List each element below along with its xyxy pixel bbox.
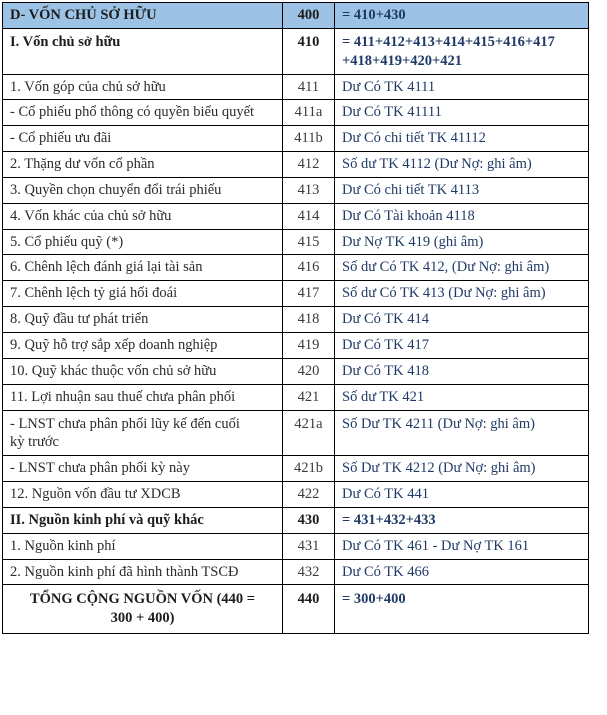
table-row <box>3 229 589 255</box>
row-label-cell <box>3 456 283 482</box>
table-row <box>3 482 589 508</box>
row-label-cell <box>3 177 283 203</box>
row-code-text: 419 <box>297 336 320 353</box>
row-source-cell <box>335 28 589 74</box>
row-code-text: 412 <box>297 156 320 173</box>
row-code-text: 410 <box>297 33 320 50</box>
row-source-text: Số dư Có TK 412, (Dư Nợ: ghi âm) <box>342 259 550 276</box>
row-label-cell <box>3 126 283 152</box>
row-source-text <box>335 29 588 74</box>
row-label-text: 4. Vốn khác của chủ sở hữu <box>10 207 172 224</box>
row-code-text: 421b <box>294 460 323 477</box>
table-row <box>3 74 589 100</box>
row-code-cell <box>283 507 335 533</box>
row-code-cell <box>283 482 335 508</box>
table-row <box>3 559 589 585</box>
row-label-cell <box>3 281 283 307</box>
row-code-cell <box>283 126 335 152</box>
row-label-text: 9. Quỹ hỗ trợ sắp xếp doanh nghiệp <box>10 336 218 353</box>
row-code-text: 422 <box>297 486 320 503</box>
row-label-cell <box>3 332 283 358</box>
row-source-cell <box>335 559 589 585</box>
row-source-cell <box>335 410 589 456</box>
row-code-cell <box>283 332 335 358</box>
row-source-text: Số dư TK 4112 (Dư Nợ: ghi âm) <box>342 156 532 173</box>
row-code-cell <box>283 203 335 229</box>
row-label-line-2: kỳ trước <box>10 434 59 451</box>
row-code-text: 421 <box>297 388 320 405</box>
row-label-text: - Cổ phiếu ưu đãi <box>10 130 112 147</box>
table-row <box>3 281 589 307</box>
row-code-text: 411a <box>294 104 323 121</box>
table-row <box>3 152 589 178</box>
table-row <box>3 126 589 152</box>
row-code-cell <box>283 28 335 74</box>
table-row <box>3 203 589 229</box>
row-label-text: 12. Nguồn vốn đầu tư XDCB <box>10 486 181 503</box>
row-code-text: 431 <box>297 537 320 554</box>
row-code-text: 411b <box>294 130 323 147</box>
table-row <box>3 332 589 358</box>
row-label-text: 8. Quỹ đầu tư phát triển <box>10 311 149 328</box>
row-code-text: 414 <box>297 207 320 224</box>
row-label-line-2: 300 + 400) <box>110 610 175 627</box>
row-code-cell <box>283 410 335 456</box>
row-source-cell <box>335 507 589 533</box>
row-label-text: 2. Nguồn kinh phí đã hình thành TSCĐ <box>10 563 239 580</box>
row-label-text: - LNST chưa phân phối kỳ này <box>10 460 190 477</box>
row-source-cell <box>335 203 589 229</box>
row-label-text: 6. Chênh lệch đánh giá lại tài sản <box>10 259 203 276</box>
row-label-text: 5. Cổ phiếu quỹ (*) <box>10 233 124 250</box>
row-source-line-1: = 411+412+413+414+415+416+417 <box>342 33 555 50</box>
row-label-cell <box>3 507 283 533</box>
row-code-cell <box>283 585 335 634</box>
row-source-cell <box>335 533 589 559</box>
row-code-text: 400 <box>297 7 320 23</box>
row-source-text: Dư Có TK 418 <box>342 362 429 379</box>
row-label-cell <box>3 410 283 456</box>
row-code-text: 440 <box>297 591 320 608</box>
table-row <box>3 358 589 384</box>
row-source-text: Dư Có TK 466 <box>342 563 429 580</box>
row-source-text: Số Dư TK 4212 (Dư Nợ: ghi âm) <box>342 460 536 477</box>
row-source-cell <box>335 229 589 255</box>
row-label-text <box>3 585 282 633</box>
table-row <box>3 410 589 456</box>
row-label-cell <box>3 28 283 74</box>
row-label-text: II. Nguồn kinh phí và quỹ khác <box>10 511 204 528</box>
row-code-cell <box>283 177 335 203</box>
row-label-text <box>3 411 282 456</box>
table-row <box>3 28 589 74</box>
row-code-text: 418 <box>297 311 320 328</box>
row-source-cell <box>335 456 589 482</box>
row-code-cell <box>283 3 335 29</box>
row-code-cell <box>283 229 335 255</box>
row-code-text: 417 <box>297 285 320 302</box>
row-source-text: = 410+430 <box>342 7 406 23</box>
row-code-cell <box>283 281 335 307</box>
row-label-text: 1. Nguồn kinh phí <box>10 537 116 554</box>
row-source-cell <box>335 384 589 410</box>
row-source-text: Dư Có chi tiết TK 41112 <box>342 130 486 147</box>
row-source-cell <box>335 74 589 100</box>
row-label-cell <box>3 358 283 384</box>
row-label-text: 11. Lợi nhuận sau thuế chưa phân phối <box>10 388 236 405</box>
table-row <box>3 585 589 634</box>
row-source-cell <box>335 255 589 281</box>
equity-source-table <box>2 2 589 634</box>
row-code-cell <box>283 456 335 482</box>
table-body <box>3 3 589 634</box>
row-label-text: 2. Thặng dư vốn cổ phần <box>10 156 155 173</box>
table-row <box>3 100 589 126</box>
row-code-cell <box>283 384 335 410</box>
row-source-text: = 300+400 <box>342 591 406 608</box>
row-label-cell <box>3 559 283 585</box>
row-source-line-2: +418+419+420+421 <box>342 52 463 69</box>
row-label-line-1: - LNST chưa phân phối lũy kế đến cuối <box>10 415 240 432</box>
row-source-cell <box>335 307 589 333</box>
row-source-text: Số Dư TK 4211 (Dư Nợ: ghi âm) <box>342 415 535 432</box>
table-row <box>3 533 589 559</box>
row-label-cell <box>3 152 283 178</box>
row-code-cell <box>283 533 335 559</box>
row-source-text: Dư Có TK 441 <box>342 486 429 503</box>
row-label-cell <box>3 307 283 333</box>
table-row <box>3 177 589 203</box>
row-label-cell <box>3 229 283 255</box>
row-label-text: 1. Vốn góp của chủ sở hữu <box>10 78 166 95</box>
row-source-text: Số dư Có TK 413 (Dư Nợ: ghi âm) <box>342 285 546 302</box>
row-source-cell <box>335 585 589 634</box>
row-code-cell <box>283 358 335 384</box>
row-label-cell <box>3 100 283 126</box>
table-row <box>3 3 589 29</box>
row-source-text: Dư Có Tài khoản 4118 <box>342 207 475 224</box>
row-code-cell <box>283 559 335 585</box>
row-source-text: Dư Nợ TK 419 (ghi âm) <box>342 233 484 250</box>
row-label-text: 10. Quỹ khác thuộc vốn chủ sở hữu <box>10 362 217 379</box>
row-source-text: Dư Có TK 414 <box>342 311 429 328</box>
row-source-text: Dư Có TK 461 - Dư Nợ TK 161 <box>342 537 530 554</box>
row-label-cell <box>3 74 283 100</box>
row-source-cell <box>335 332 589 358</box>
row-code-cell <box>283 307 335 333</box>
row-label-cell <box>3 585 283 634</box>
row-label-text: - Cổ phiếu phổ thông có quyền biểu quyết <box>10 104 255 121</box>
table-row <box>3 384 589 410</box>
row-source-text: Dư Có TK 41111 <box>342 104 442 121</box>
table-row <box>3 507 589 533</box>
row-source-text: Dư Có TK 4111 <box>342 78 436 95</box>
row-label-cell <box>3 482 283 508</box>
row-source-cell <box>335 281 589 307</box>
row-label-cell <box>3 3 283 29</box>
row-label-text: 3. Quyền chọn chuyển đổi trái phiếu <box>10 181 222 198</box>
row-label-cell <box>3 533 283 559</box>
row-source-cell <box>335 126 589 152</box>
row-source-text: Số dư TK 421 <box>342 388 425 405</box>
row-code-text: 430 <box>297 511 320 528</box>
row-label-text: 7. Chênh lệch tỷ giá hối đoái <box>10 285 178 302</box>
row-code-cell <box>283 74 335 100</box>
row-label-cell <box>3 384 283 410</box>
row-source-cell <box>335 152 589 178</box>
row-source-text: Dư Có TK 417 <box>342 336 429 353</box>
row-code-cell <box>283 152 335 178</box>
row-source-cell <box>335 482 589 508</box>
row-source-cell <box>335 358 589 384</box>
row-source-cell <box>335 3 589 29</box>
row-code-text: 415 <box>297 233 320 250</box>
row-code-cell <box>283 100 335 126</box>
row-source-text: = 431+432+433 <box>342 511 436 528</box>
row-code-cell <box>283 255 335 281</box>
row-code-text: 420 <box>297 362 320 379</box>
table-row <box>3 255 589 281</box>
row-label-text: D- VỐN CHỦ SỞ HỮU <box>10 7 157 23</box>
row-code-text: 411 <box>297 78 320 95</box>
row-source-cell <box>335 177 589 203</box>
row-label-text: I. Vốn chủ sở hữu <box>10 33 121 50</box>
row-code-text: 413 <box>297 181 320 198</box>
row-label-line-1: TỔNG CỘNG NGUỒN VỐN (440 = <box>29 591 256 608</box>
row-label-cell <box>3 203 283 229</box>
table-row <box>3 307 589 333</box>
row-source-text: Dư Có chi tiết TK 4113 <box>342 181 480 198</box>
row-source-cell <box>335 100 589 126</box>
table-row <box>3 456 589 482</box>
row-code-text: 421a <box>294 415 323 432</box>
row-label-cell <box>3 255 283 281</box>
row-code-text: 432 <box>297 563 320 580</box>
row-code-text: 416 <box>297 259 320 276</box>
